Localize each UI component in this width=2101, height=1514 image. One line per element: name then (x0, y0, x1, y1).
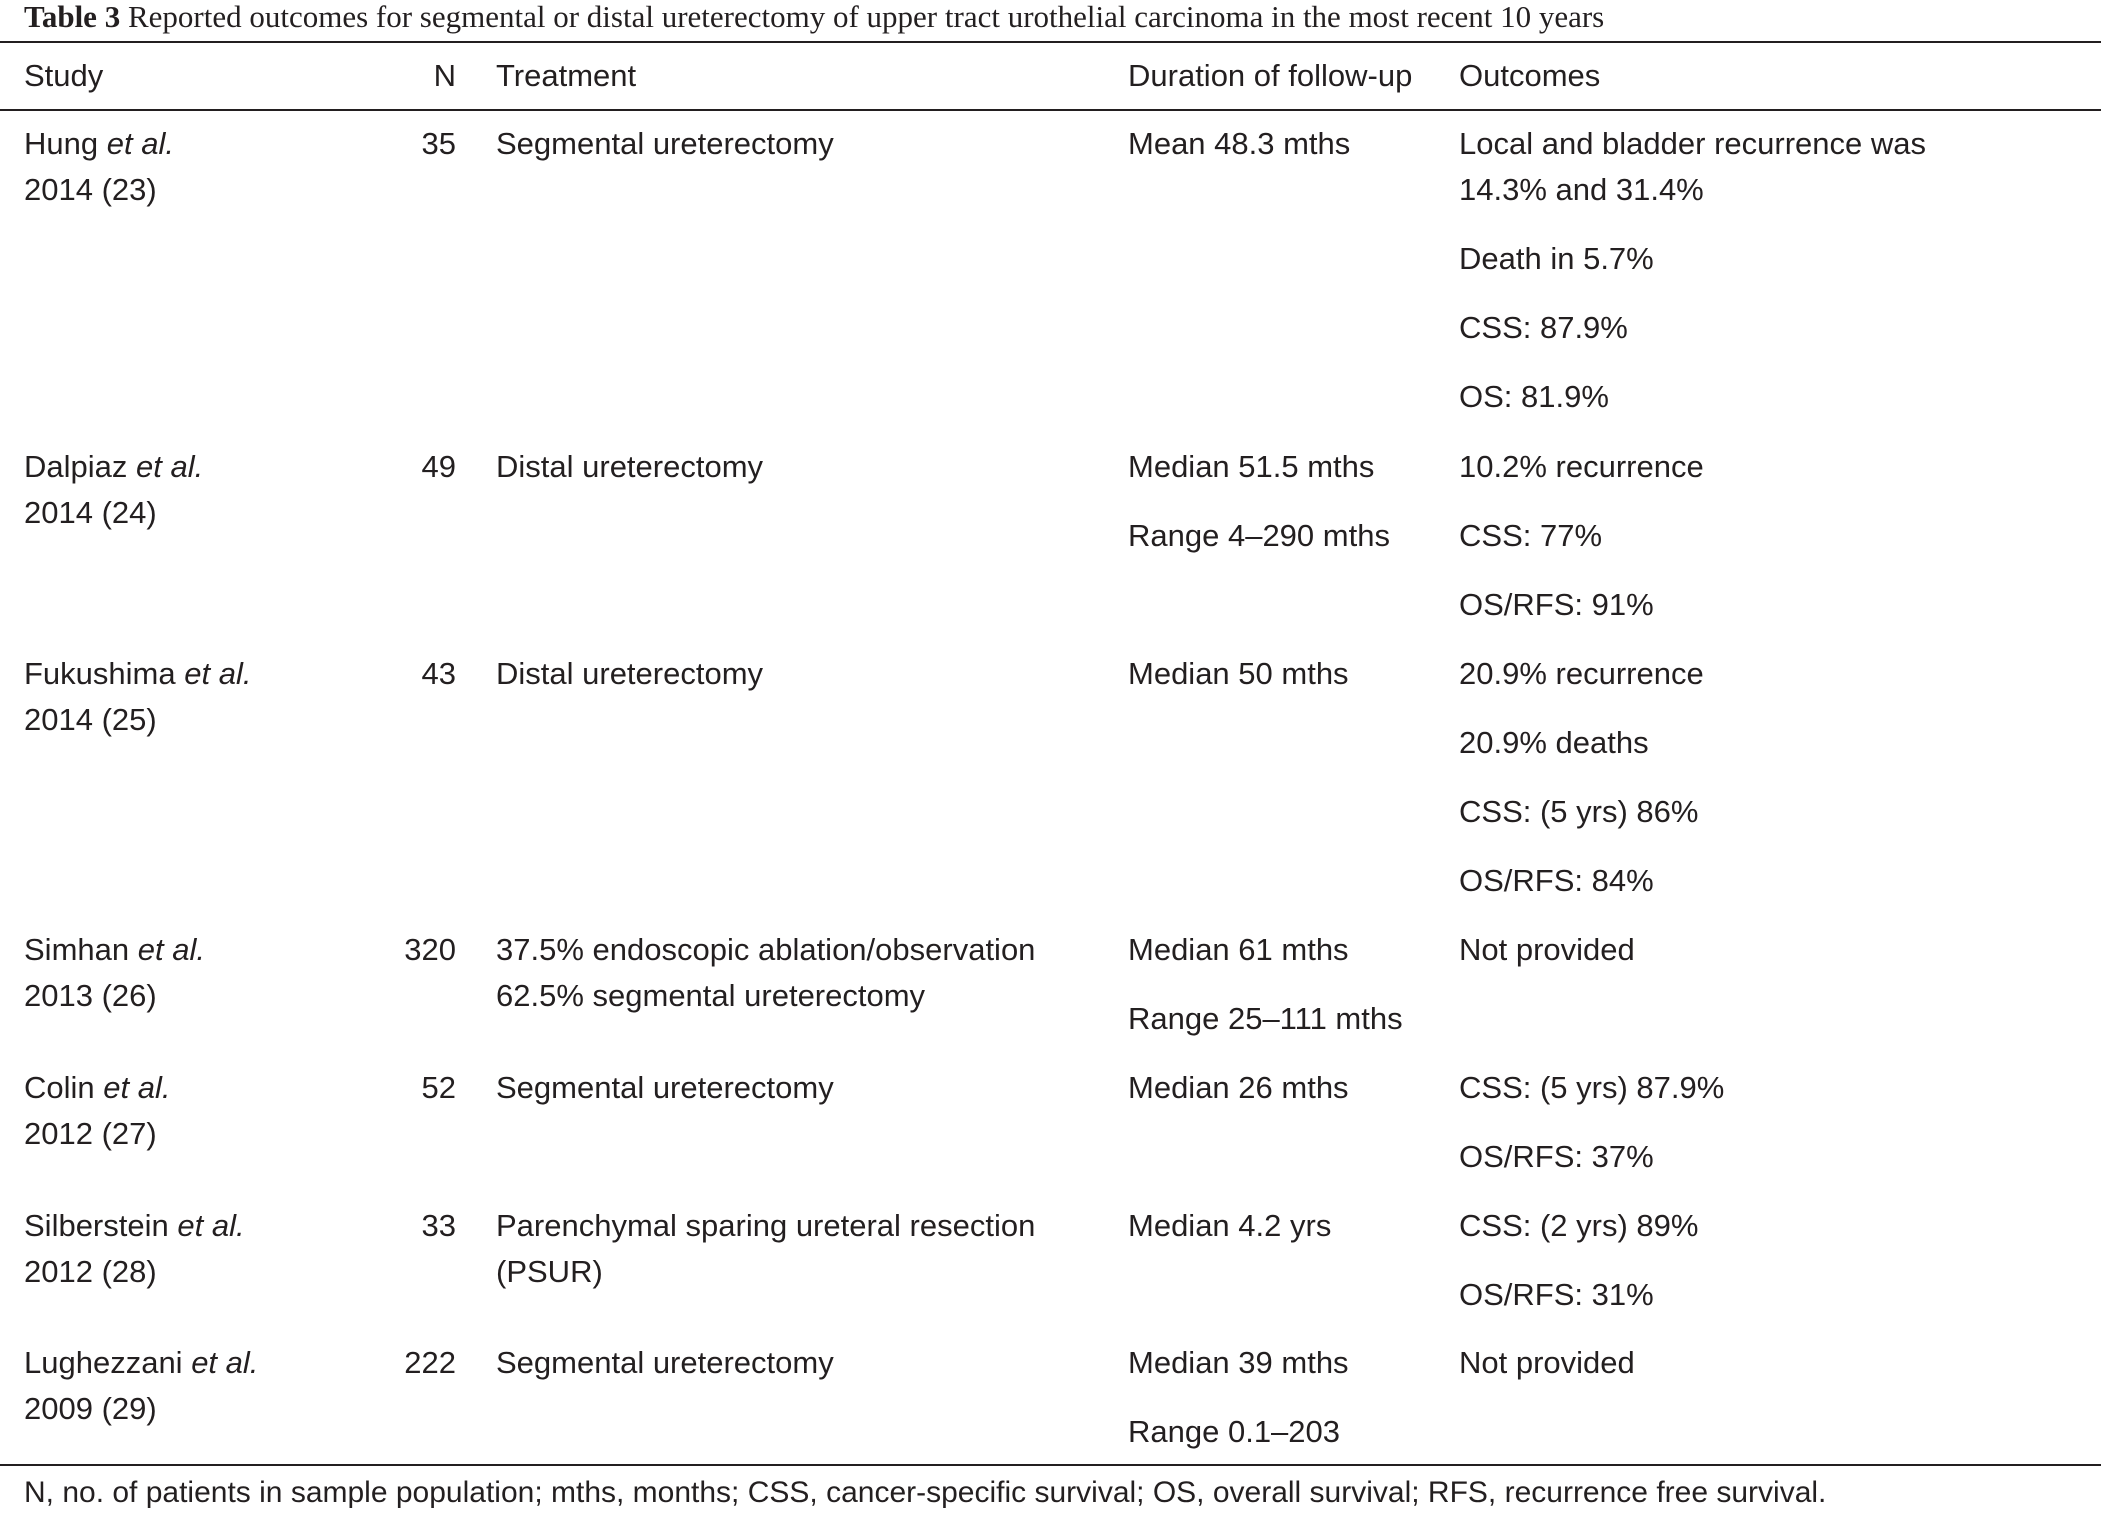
header-duration: Duration of follow-up (1128, 58, 1413, 93)
duration-line: Median 4.2 yrs (1128, 1208, 1332, 1243)
study-author: Lughezzani (24, 1345, 192, 1380)
study-cell (24, 1065, 170, 1111)
table-caption-text: Reported outcomes for segmental or distal ureterectomy of upper tract urothelial carcinoma in the most recent 10 years (120, 0, 1605, 34)
duration-line: Median 39 mths (1128, 1345, 1349, 1380)
study-cell (24, 444, 203, 490)
treatment-line: Segmental ureterectomy (496, 1070, 834, 1105)
duration-line: Median 26 mths (1128, 1070, 1349, 1105)
treatment-line: 62.5% segmental ureterectomy (496, 978, 926, 1013)
treatment-line: Distal ureterectomy (496, 449, 764, 484)
duration-line: Median 51.5 mths (1128, 449, 1375, 484)
outcome-line: Death in 5.7% (1459, 241, 1654, 276)
study-author: Silberstein (24, 1208, 178, 1243)
n-cell: 52 (421, 1070, 456, 1105)
treatment-line: Segmental ureterectomy (496, 126, 834, 161)
study-author: Fukushima (24, 656, 185, 691)
study-cell (24, 121, 174, 167)
duration-line: Range 0.1–203 (1128, 1414, 1341, 1449)
study-cell (24, 1203, 245, 1249)
study-author: Colin (24, 1070, 104, 1105)
outcome-line: CSS: (5 yrs) 86% (1459, 794, 1699, 829)
study-year-ref: 2014 (24) (24, 495, 157, 530)
outcome-line: CSS: 87.9% (1459, 310, 1628, 345)
outcome-line: OS/RFS: 37% (1459, 1139, 1654, 1174)
study-year-ref: 2012 (28) (24, 1254, 157, 1289)
treatment-line: Segmental ureterectomy (496, 1345, 834, 1380)
study-year-ref: 2013 (26) (24, 978, 157, 1013)
study-year-ref: 2009 (29) (24, 1391, 157, 1426)
outcome-line: OS/RFS: 91% (1459, 587, 1654, 622)
outcome-line: 20.9% recurrence (1459, 656, 1704, 691)
study-et-al: et al. (136, 449, 204, 484)
n-cell: 49 (421, 449, 456, 484)
treatment-line: 37.5% endoscopic ablation/observation (496, 932, 1036, 967)
study-cell (24, 651, 251, 697)
outcome-line: Local and bladder recurrence was (1459, 126, 1926, 161)
study-year-ref: 2014 (23) (24, 172, 157, 207)
n-cell: 222 (404, 1345, 456, 1380)
treatment-line: Distal ureterectomy (496, 656, 764, 691)
n-cell: 35 (421, 126, 456, 161)
study-et-al: et al. (177, 1208, 245, 1243)
study-et-al: et al. (103, 1070, 171, 1105)
duration-line: Range 25–111 mths (1128, 1001, 1403, 1036)
treatment-line: (PSUR) (496, 1254, 603, 1289)
header-treatment: Treatment (496, 58, 637, 93)
n-cell: 33 (421, 1208, 456, 1243)
outcome-line: OS/RFS: 84% (1459, 863, 1654, 898)
study-year-ref: 2012 (27) (24, 1116, 157, 1151)
outcome-line: 10.2% recurrence (1459, 449, 1704, 484)
duration-line: Median 61 mths (1128, 932, 1349, 967)
study-year-ref: 2014 (25) (24, 702, 157, 737)
study-et-al: et al. (106, 126, 174, 161)
study-author: Dalpiaz (24, 449, 136, 484)
duration-line: Median 50 mths (1128, 656, 1349, 691)
study-et-al: et al. (137, 932, 205, 967)
study-et-al: et al. (191, 1345, 259, 1380)
outcome-line: Not provided (1459, 932, 1635, 967)
study-et-al: et al. (184, 656, 252, 691)
study-author: Hung (24, 126, 107, 161)
header-rule (0, 109, 2101, 111)
outcome-line: 14.3% and 31.4% (1459, 172, 1704, 207)
table-caption (24, 0, 1604, 34)
duration-line: Mean 48.3 mths (1128, 126, 1351, 161)
n-cell: 43 (421, 656, 456, 691)
header-study: Study (24, 58, 104, 93)
outcome-line: CSS: 77% (1459, 518, 1603, 553)
table-caption-label: Table 3 (24, 0, 121, 34)
study-author: Simhan (24, 932, 138, 967)
table-footnote: N, no. of patients in sample population; mths, months; CSS, cancer-specific survival; OS, overall survival; RFS, recurrence free survival. (24, 1476, 1827, 1509)
outcome-line: Not provided (1459, 1345, 1635, 1380)
outcome-line: 20.9% deaths (1459, 725, 1649, 760)
treatment-line: Parenchymal sparing ureteral resection (496, 1208, 1036, 1243)
outcome-line: CSS: (5 yrs) 87.9% (1459, 1070, 1725, 1105)
duration-line: Range 4–290 mths (1128, 518, 1390, 553)
outcome-line: OS: 81.9% (1459, 379, 1609, 414)
outcome-line: OS/RFS: 31% (1459, 1277, 1654, 1312)
study-cell (24, 1340, 258, 1386)
study-cell (24, 927, 205, 973)
bottom-rule (0, 1464, 2101, 1466)
top-rule (0, 41, 2101, 43)
header-outcomes: Outcomes (1459, 58, 1601, 93)
header-n: N (433, 58, 456, 93)
n-cell: 320 (404, 932, 456, 967)
outcome-line: CSS: (2 yrs) 89% (1459, 1208, 1699, 1243)
